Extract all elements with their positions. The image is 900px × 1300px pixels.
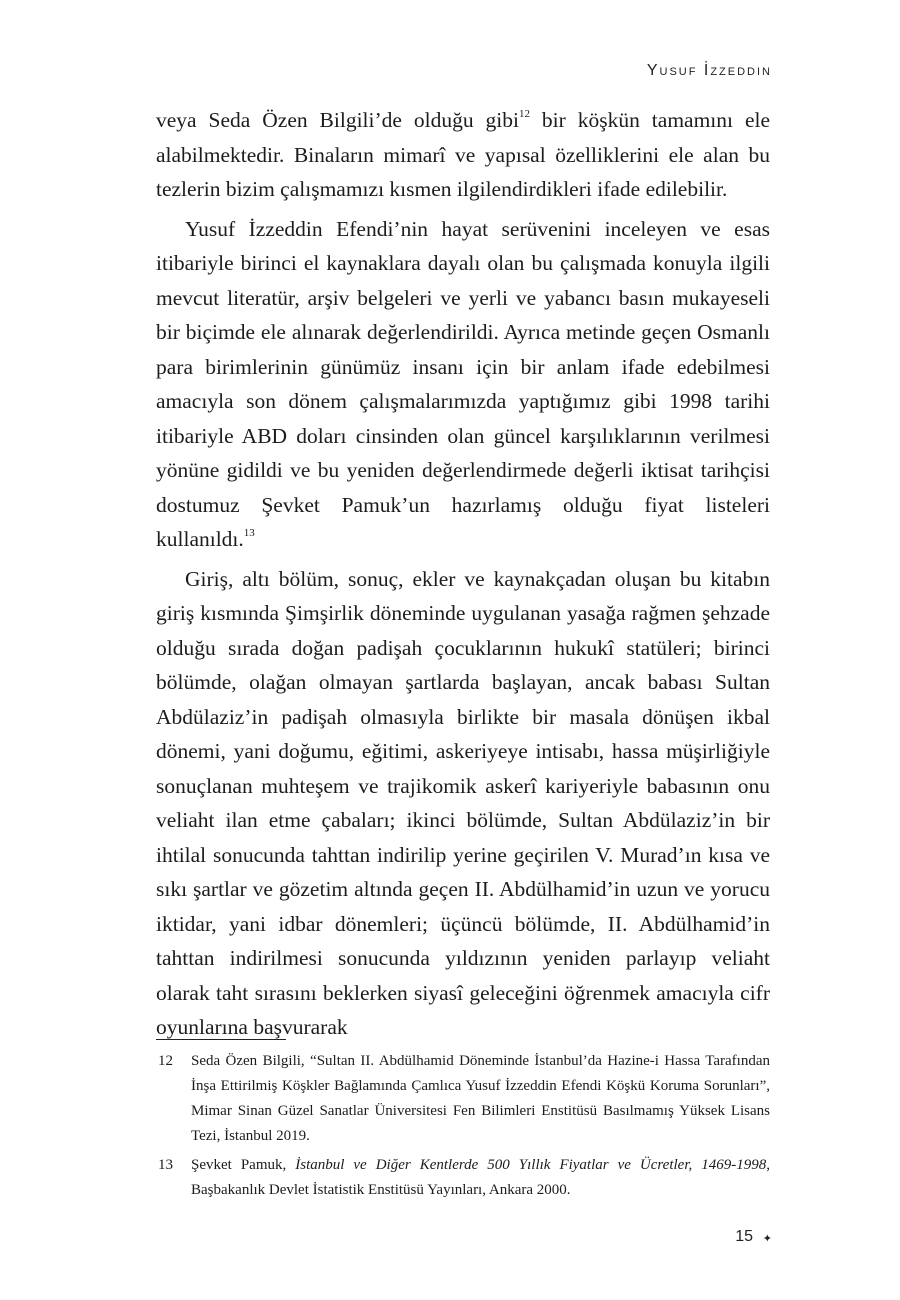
footnote-divider bbox=[156, 1039, 286, 1040]
main-text bbox=[156, 103, 770, 1050]
footnote-number: 12 bbox=[158, 1053, 173, 1069]
footnotes bbox=[158, 1049, 770, 1207]
footnote-text bbox=[191, 1153, 770, 1203]
footnote-ref-13[interactable]: 13 bbox=[243, 526, 255, 539]
paragraph-2-text: Yusuf İzzeddin Efendi’nin hayat serüvenini inceleyen ve esas itibariyle birinci el kaynaklara dayalı olan bu çalışmada konuyla ilgili mevcut literatür, arşiv belgeleri ve yerli ve yabancı basın mukayeseli bir biçimde ele alınarak değerlendirildi. Ayrıca metinde geçen Osmanlı para birimlerinin günümüz insanı için bir anlam ifade edebilmesi amacıyla son dönem çalışmalarımızda yaptığımız gibi 1998 tarihi itibariyle ABD doları cinsinden olan güncel karşılıklarının verilmesi yönüne gidildi ve bu yeniden değerlendirmede değerli iktisat tarihçisi dostumuz Şevket Pamuk’un hazırlamış olduğu fiyat listeleri kullanıldı. bbox=[156, 216, 770, 551]
page-number: 15 bbox=[735, 1228, 753, 1245]
footnote-publisher: , Başbakanlık Devlet İstatistik Enstitüsü Yayınları, Ankara 2000. bbox=[191, 1157, 770, 1198]
running-header: Yusuf İzzeddin bbox=[646, 62, 772, 79]
footnote-author: Şevket Pamuk, bbox=[191, 1157, 296, 1173]
footnote-number: 13 bbox=[158, 1157, 173, 1173]
star-ornament-icon: ✦ bbox=[762, 1233, 772, 1245]
footnote-text: Seda Özen Bilgili, “Sultan II. Abdülhamid Döneminde İstanbul’da Hazine-i Hassa Tarafından İnşa Ettirilmiş Köşkler Bağlamında Çamlıca Yusuf İzzeddin Efendi Köşkü Koruma Sorunları”, Mimar Sinan Güzel Sanatlar Üniversitesi Fen Bilimleri Enstitüsü Basılmamış Yüksek Lisans Tezi, İstanbul 2019. bbox=[191, 1053, 770, 1144]
footnote-12 bbox=[158, 1049, 770, 1149]
footnote-ref-12[interactable]: 12 bbox=[519, 107, 530, 120]
paragraph-1-rest: bir köşkün tamamını ele alabilmektedir. Binaların mimarî ve yapısal özelliklerini ele alan bu tezlerin bizim çalışmamızı kısmen ilgilendirdikleri ifade edilebilir. bbox=[156, 108, 770, 201]
footnote-book-title: İstanbul ve Diğer Kentlerde 500 Yıllık Fiyatlar ve Ücretler, 1469-1998 bbox=[295, 1157, 767, 1173]
paragraph-3 bbox=[156, 562, 770, 1045]
paragraph-1 bbox=[156, 103, 770, 207]
paragraph-1-text: veya Seda Özen Bilgili’de olduğu gibi bbox=[156, 108, 519, 132]
paragraph-2 bbox=[156, 212, 770, 557]
footnote-13 bbox=[158, 1153, 770, 1203]
paragraph-3-text: Giriş, altı bölüm, sonuç, ekler ve kaynakçadan oluşan bu kitabın giriş kısmında Şimşirlik döneminde uygulanan yasağa rağmen şehzade olduğu sırada doğan padişah çocuklarının hukukî statüleri; birinci bölümde, olağan olmayan şartlarda başlayan, ancak babası Sultan Abdülaziz’in padişah olmasıyla birlikte bir masala dönüşen ikbal dönemi, yani doğumu, eğitimi, askeriyeye intisabı, hassa müşirliğiyle sonuçlanan muhteşem ve trajikomik askerî kariyeriyle babasının onu veliaht ilan etme çabaları; ikinci bölümde, Sultan Abdülaziz’in bir ihtilal sonucunda tahttan indirilip yerine geçirilen V. Murad’ın kısa ve sıkı şartlar ve gözetim altında geçen II. Abdülhamid’in uzun ve yorucu iktidar, yani idbar dönemleri; üçüncü bölümde, II. Abdülhamid’in tahttan indirilmesi sonucunda yıldızının yeniden parlayıp veliaht olarak taht sırasını beklerken siyasî geleceğini öğrenmek amacıyla cifr oyunlarına başvurarak bbox=[156, 566, 770, 1039]
